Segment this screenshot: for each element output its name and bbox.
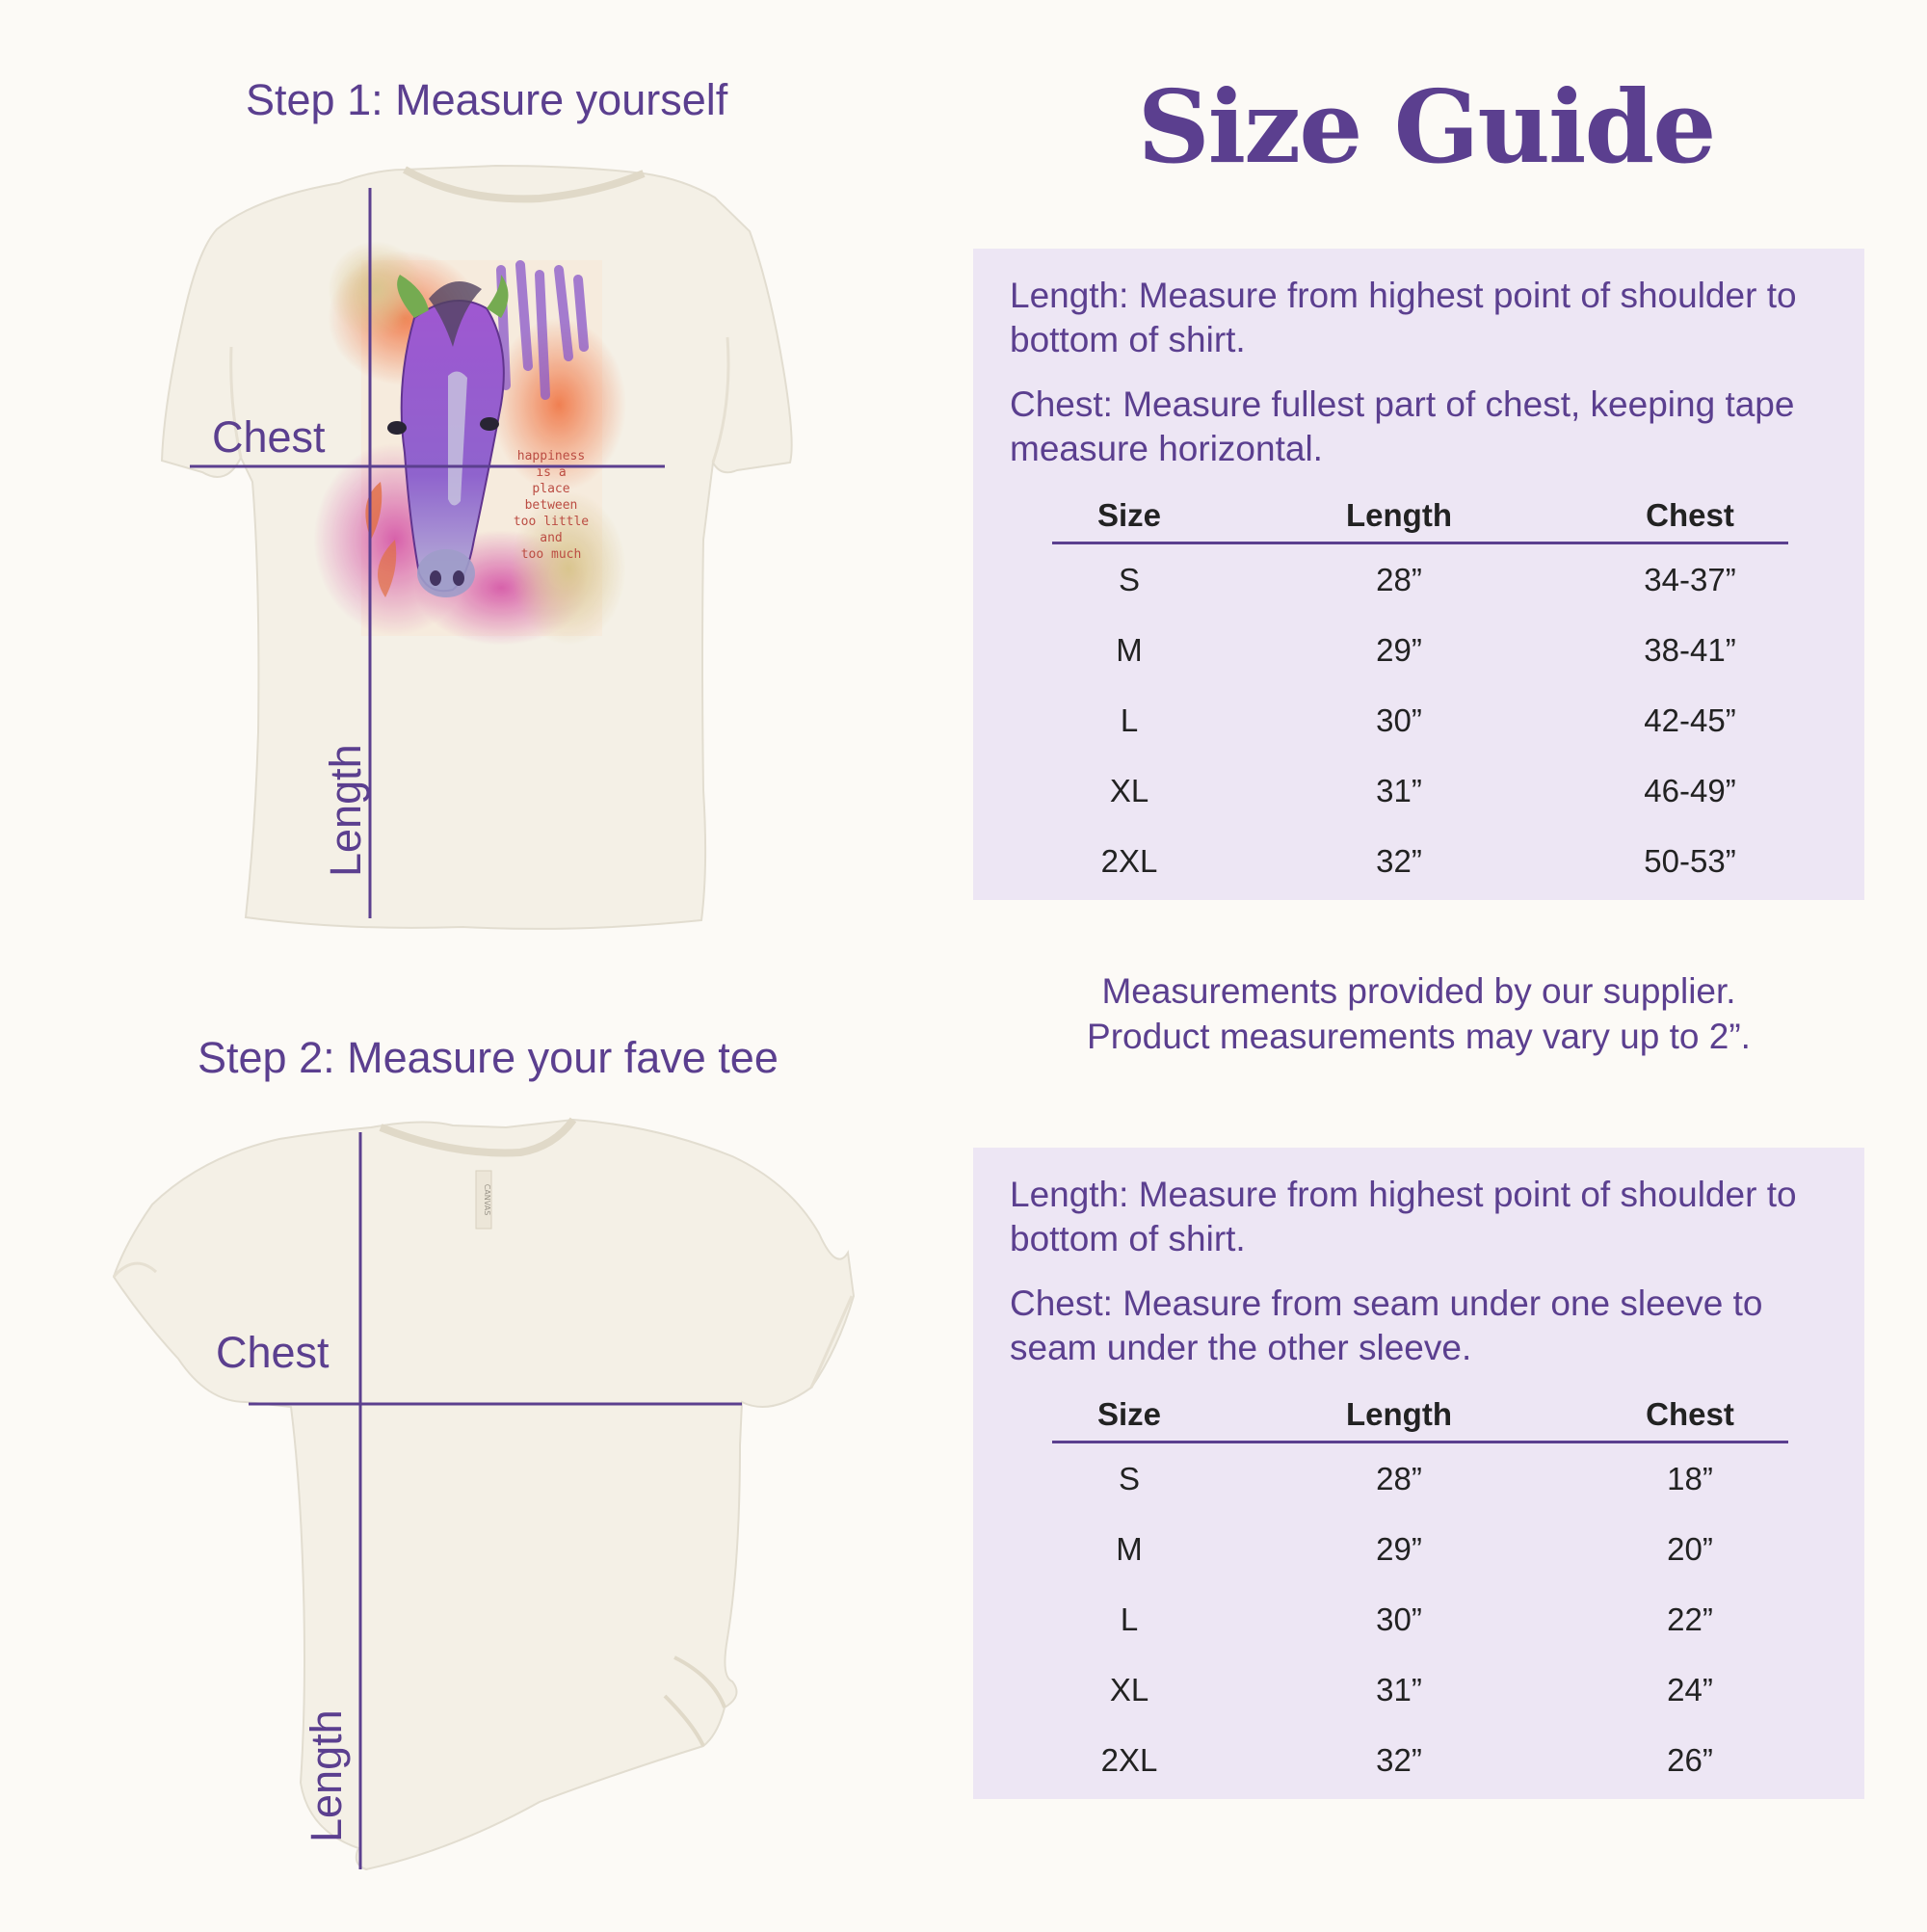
step-1-title: Step 1: Measure yourself — [246, 75, 728, 124]
shirt-tag-text: CANVAS — [483, 1183, 491, 1216]
chest-cell: 50-53” — [1644, 842, 1736, 879]
chest-cell: 46-49” — [1644, 772, 1736, 808]
print-quote-line: happiness — [516, 449, 586, 463]
chest-cell: 38-41” — [1644, 631, 1736, 668]
table-row — [1052, 755, 1788, 826]
table-header-row — [1052, 490, 1788, 543]
size-cell: 2XL — [1100, 1741, 1158, 1778]
chest-instruction: Chest: Measure from seam under one sleeve to seam under the other sleeve. — [1010, 1284, 1763, 1367]
print-quote-line: and — [540, 531, 563, 545]
supplier-note-line-2: Product measurements may vary up to 2”. — [1087, 1017, 1751, 1056]
supplier-note-line-1: Measurements provided by our supplier. — [1101, 971, 1736, 1011]
chest-cell: 20” — [1667, 1530, 1713, 1567]
print-quote-line: place — [532, 482, 570, 496]
step-2-title: Step 2: Measure your fave tee — [198, 1033, 779, 1082]
length-column-header: Length — [1206, 1389, 1592, 1442]
length-label: Length — [302, 1709, 351, 1842]
length-cell: 30” — [1376, 1601, 1422, 1637]
chest-cell: 26” — [1667, 1741, 1713, 1778]
chest-column-header: Chest — [1592, 1389, 1788, 1442]
tee-size-table — [1052, 1389, 1788, 1795]
print-quote-line: between — [524, 498, 578, 513]
print-quote-line: is a — [536, 465, 567, 480]
worn-shirt-figure — [0, 0, 964, 964]
page-title: Size Guide — [1137, 67, 1715, 186]
chest-label: Chest — [212, 412, 326, 462]
print-quote-line: too little — [513, 515, 590, 529]
size-cell: XL — [1109, 772, 1149, 808]
chest-cell: 34-37” — [1644, 561, 1736, 597]
table-row — [1052, 685, 1788, 755]
length-column-header: Length — [1206, 490, 1592, 543]
body-size-table — [1052, 490, 1788, 896]
table-row — [1052, 543, 1788, 616]
body-measurements-panel — [973, 249, 1864, 900]
chest-cell: 18” — [1667, 1460, 1713, 1496]
length-instruction: Length: Measure from highest point of shoulder to bottom of shirt. — [1010, 1175, 1797, 1258]
size-cell: M — [1116, 631, 1143, 668]
table-row — [1052, 826, 1788, 896]
supplier-note — [973, 968, 1864, 1059]
length-cell: 32” — [1376, 842, 1422, 879]
size-cell: L — [1120, 701, 1139, 738]
length-cell: 31” — [1376, 1671, 1422, 1707]
table-header-row — [1052, 1389, 1788, 1442]
flat-tee-illustration — [0, 964, 964, 1927]
table-row — [1052, 1514, 1788, 1584]
length-cell: 31” — [1376, 772, 1422, 808]
flat-tee-body — [114, 1120, 854, 1869]
print-quote-line: too much — [520, 547, 582, 562]
worn-shirt-illustration — [0, 0, 964, 964]
chest-label: Chest — [216, 1328, 330, 1377]
length-cell: 28” — [1376, 561, 1422, 597]
chest-cell: 24” — [1667, 1671, 1713, 1707]
chest-column-header: Chest — [1592, 490, 1788, 543]
chest-cell: 22” — [1667, 1601, 1713, 1637]
size-cell: S — [1118, 1460, 1140, 1496]
table-row — [1052, 1584, 1788, 1654]
flat-tee-figure — [0, 964, 964, 1927]
length-cell: 29” — [1376, 1530, 1422, 1567]
length-cell: 32” — [1376, 1741, 1422, 1778]
length-instruction: Length: Measure from highest point of shoulder to bottom of shirt. — [1010, 276, 1797, 359]
chest-instruction: Chest: Measure fullest part of chest, keeping tape measure horizontal. — [1010, 384, 1795, 468]
length-cell: 29” — [1376, 631, 1422, 668]
table-row — [1052, 1442, 1788, 1515]
tee-measurements-panel — [973, 1148, 1864, 1799]
size-column-header: Size — [1052, 490, 1206, 543]
chest-cell: 42-45” — [1644, 701, 1736, 738]
table-row — [1052, 1654, 1788, 1725]
size-column-header: Size — [1052, 1389, 1206, 1442]
length-cell: 30” — [1376, 701, 1422, 738]
size-cell: S — [1118, 561, 1140, 597]
length-label: Length — [321, 744, 370, 877]
size-cell: XL — [1109, 1671, 1149, 1707]
table-row — [1052, 1725, 1788, 1795]
size-cell: 2XL — [1100, 842, 1158, 879]
size-cell: M — [1116, 1530, 1143, 1567]
table-row — [1052, 615, 1788, 685]
length-cell: 28” — [1376, 1460, 1422, 1496]
size-cell: L — [1120, 1601, 1139, 1637]
